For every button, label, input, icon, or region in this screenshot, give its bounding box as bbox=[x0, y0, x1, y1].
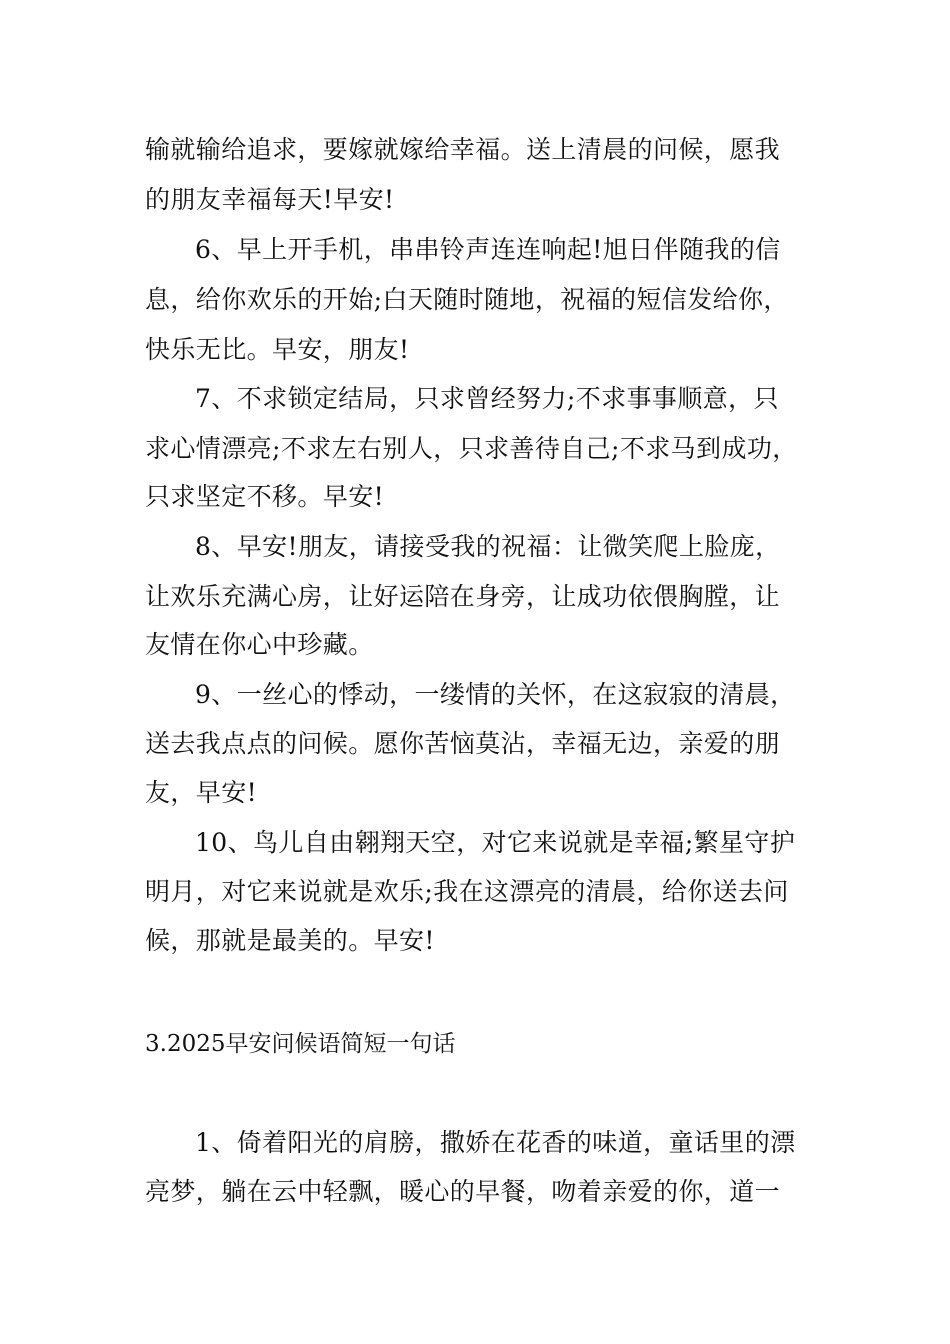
paragraph-item-1: 1、倚着阳光的肩膀，撒娇在花香的味道，童话里的漂 bbox=[195, 1128, 796, 1157]
paragraph-item-10: 10、鸟儿自由翱翔天空，对它来说就是幸福;繁星守护 bbox=[195, 828, 796, 857]
paragraph-item-6: 6、早上开手机，串串铃声连连响起!旭日伴随我的信 bbox=[195, 235, 781, 264]
text-line: 明月，对它来说就是欢乐;我在这漂亮的清晨，给你送去问 bbox=[145, 877, 789, 906]
paragraph-item-7: 7、不求锁定结局，只求曾经努力;不求事事顺意，只 bbox=[195, 384, 779, 413]
text-line: 输就输给追求，要嫁就嫁给幸福。送上清晨的问候，愿我 bbox=[145, 135, 781, 164]
section-heading: 3.2025早安问候语简短一句话 bbox=[145, 1031, 456, 1057]
text-line: 只求坚定不移。早安! bbox=[145, 482, 385, 511]
text-line: 送去我点点的问候。愿你苦恼莫沾，幸福无边，亲爱的朋 bbox=[145, 729, 781, 758]
paragraph-item-8: 8、早安!朋友，请接受我的祝福：让微笑爬上脸庞， bbox=[195, 532, 781, 561]
text-line: 让欢乐充满心房，让好运陪在身旁，让成功依偎胸膛，让 bbox=[145, 582, 781, 611]
text-line: 息，给你欢乐的开始;白天随时随地，祝福的短信发给你， bbox=[145, 285, 789, 314]
text-line: 的朋友幸福每天!早安! bbox=[145, 185, 395, 214]
text-line: 快乐无比。早安，朋友! bbox=[145, 335, 410, 364]
text-line: 候，那就是最美的。早安! bbox=[145, 926, 435, 955]
text-line: 友，早安! bbox=[145, 778, 258, 807]
text-line: 友情在你心中珍藏。 bbox=[145, 630, 374, 659]
paragraph-item-9: 9、一丝心的悸动，一缕情的关怀，在这寂寂的清晨， bbox=[195, 680, 796, 709]
text-line: 求心情漂亮;不求左右别人，只求善待自己;不求马到成功， bbox=[145, 434, 798, 463]
text-line: 亮梦，躺在云中轻飘，暖心的早餐，吻着亲爱的你，道一 bbox=[145, 1177, 781, 1206]
